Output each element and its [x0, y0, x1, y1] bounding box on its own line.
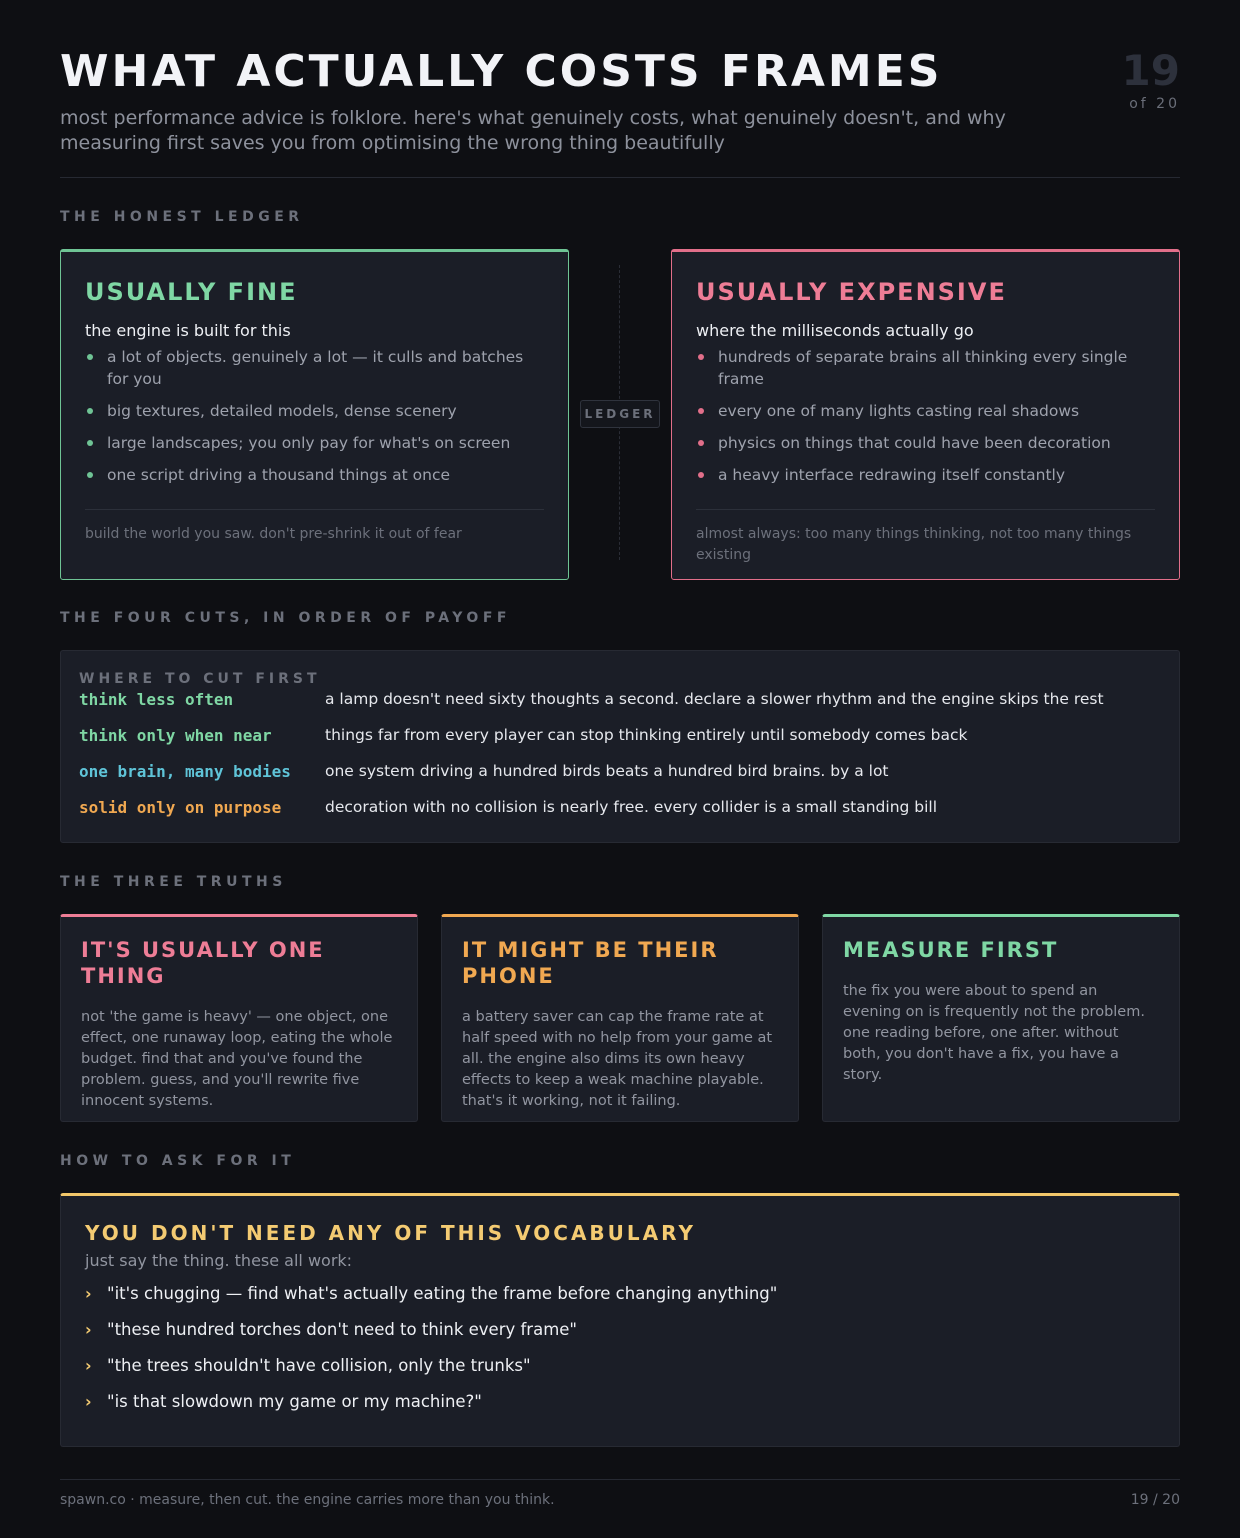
cut-description: decoration with no collision is nearly free. every collider is a small standing bill [325, 798, 938, 816]
section-label-cuts: THE FOUR CUTS, IN ORDER OF PAYOFF [60, 610, 511, 626]
cut-description: one system driving a hundred birds beats a hundred bird brains. by a lot [325, 762, 889, 780]
ask-lede: just say the thing. these all work: [85, 1251, 353, 1270]
ledger-fine-list [85, 346, 544, 486]
list-item: › "it's chugging — find what's actually eating the frame before changing anything" [85, 1282, 1155, 1318]
ledger-expensive-lede: where the milliseconds actually go [696, 321, 974, 340]
section-label-truths: THE THREE TRUTHS [60, 874, 287, 890]
ask-heading: YOU DON'T NEED ANY OF THIS VOCABULARY [85, 1221, 696, 1245]
page-header [60, 48, 1180, 178]
chevron-right-icon: › [85, 1356, 92, 1375]
ledger-expensive-footer: almost always: too many things thinking, not too many things existing [696, 509, 1155, 566]
bullet-dot-icon [698, 408, 704, 414]
list-item: hundreds of separate brains all thinking every single frame [696, 346, 1155, 390]
ledger-fine-heading: USUALLY FINE [85, 278, 298, 306]
cut-description: a lamp doesn't need sixty thoughts a second. declare a slower rhythm and the engine skips the rest [325, 690, 1104, 708]
list-item: one script driving a thousand things at once [85, 464, 544, 486]
cut-key: think less often [79, 689, 234, 709]
page-number: 19 [1121, 46, 1180, 95]
list-item: a lot of objects. genuinely a lot — it culls and batches for you [85, 346, 544, 390]
ledger-card-fine [60, 249, 569, 580]
list-item: a heavy interface redrawing itself constantly [696, 464, 1155, 486]
truth-body: a battery saver can cap the frame rate at half speed with no help from your game at all. the engine also dims its own heavy effects to keep a weak machine playable. that's it working, not it failing. [462, 1009, 773, 1109]
bullet-dot-icon [698, 440, 704, 446]
cut-description: things far from every player can stop thinking entirely until somebody comes back [325, 726, 968, 744]
bullet-dot-icon [87, 408, 93, 414]
section-label-ask: HOW TO ASK FOR IT [60, 1153, 296, 1169]
ask-card [60, 1193, 1180, 1447]
bullet-dot-icon [87, 472, 93, 478]
footer-tagline: spawn.co · measure, then cut. the engine carries more than you think. [60, 1492, 555, 1508]
ledger-fine-footer: build the world you saw. don't pre-shrink it out of fear [85, 509, 544, 545]
page-counter [1122, 48, 1180, 112]
table-row [79, 717, 1161, 753]
ledger-fine-lede: the engine is built for this [85, 321, 291, 340]
bullet-dot-icon [87, 354, 93, 360]
cut-key: one brain, many bodies [79, 761, 291, 781]
list-item: every one of many lights casting real shadows [696, 400, 1155, 422]
cuts-box-label: WHERE TO CUT FIRST [79, 671, 321, 687]
truth-heading: IT MIGHT BE THEIR PHONE [462, 938, 719, 988]
truth-heading: IT'S USUALLY ONE THING [81, 938, 325, 988]
ask-list [85, 1282, 1155, 1426]
chevron-right-icon: › [85, 1320, 92, 1339]
truth-card [60, 914, 418, 1122]
cut-key: solid only on purpose [79, 797, 282, 817]
page-subtitle: most performance advice is folklore. here's what genuinely costs, what genuinely doesn't, and why measuring first saves you from optimising the wrong thing beautifully [60, 107, 1006, 154]
bullet-dot-icon [698, 472, 704, 478]
page-footer [60, 1479, 1180, 1508]
page-title: WHAT ACTUALLY COSTS FRAMES [60, 46, 943, 97]
page-total: of 20 [1129, 96, 1180, 112]
table-row [79, 753, 1161, 789]
list-item: big textures, detailed models, dense scenery [85, 400, 544, 422]
chevron-right-icon: › [85, 1284, 92, 1303]
ledger-card-expensive [671, 249, 1180, 580]
list-item: physics on things that could have been decoration [696, 432, 1155, 454]
ledger-expensive-heading: USUALLY EXPENSIVE [696, 278, 1007, 306]
table-row [79, 789, 1161, 825]
ledger-divider-label: LEDGER [580, 400, 660, 428]
bullet-dot-icon [87, 440, 93, 446]
list-item: large landscapes; you only pay for what's on screen [85, 432, 544, 454]
truth-card [822, 914, 1180, 1122]
list-item: › "is that slowdown my game or my machine?" [85, 1390, 1155, 1426]
section-label-ledger: THE HONEST LEDGER [60, 209, 304, 225]
chevron-right-icon: › [85, 1392, 92, 1411]
ledger-expensive-list [696, 346, 1155, 486]
footer-page-counter: 19 / 20 [1130, 1492, 1180, 1508]
cut-key: think only when near [79, 725, 272, 745]
list-item: › "these hundred torches don't need to think every frame" [85, 1318, 1155, 1354]
bullet-dot-icon [698, 354, 704, 360]
list-item: › "the trees shouldn't have collision, only the trunks" [85, 1354, 1155, 1390]
cuts-table [60, 650, 1180, 843]
truth-card [441, 914, 799, 1122]
truth-heading: MEASURE FIRST [843, 938, 1059, 962]
truth-body: not 'the game is heavy' — one object, one effect, one runaway loop, eating the whole budget. find that and you've found the problem. guess, and you'll rewrite five innocent systems. [81, 1009, 393, 1109]
truth-body: the fix you were about to spend an evening on is frequently not the problem. one reading before, one after. without both, you don't have a fix, you have a story. [843, 983, 1145, 1083]
